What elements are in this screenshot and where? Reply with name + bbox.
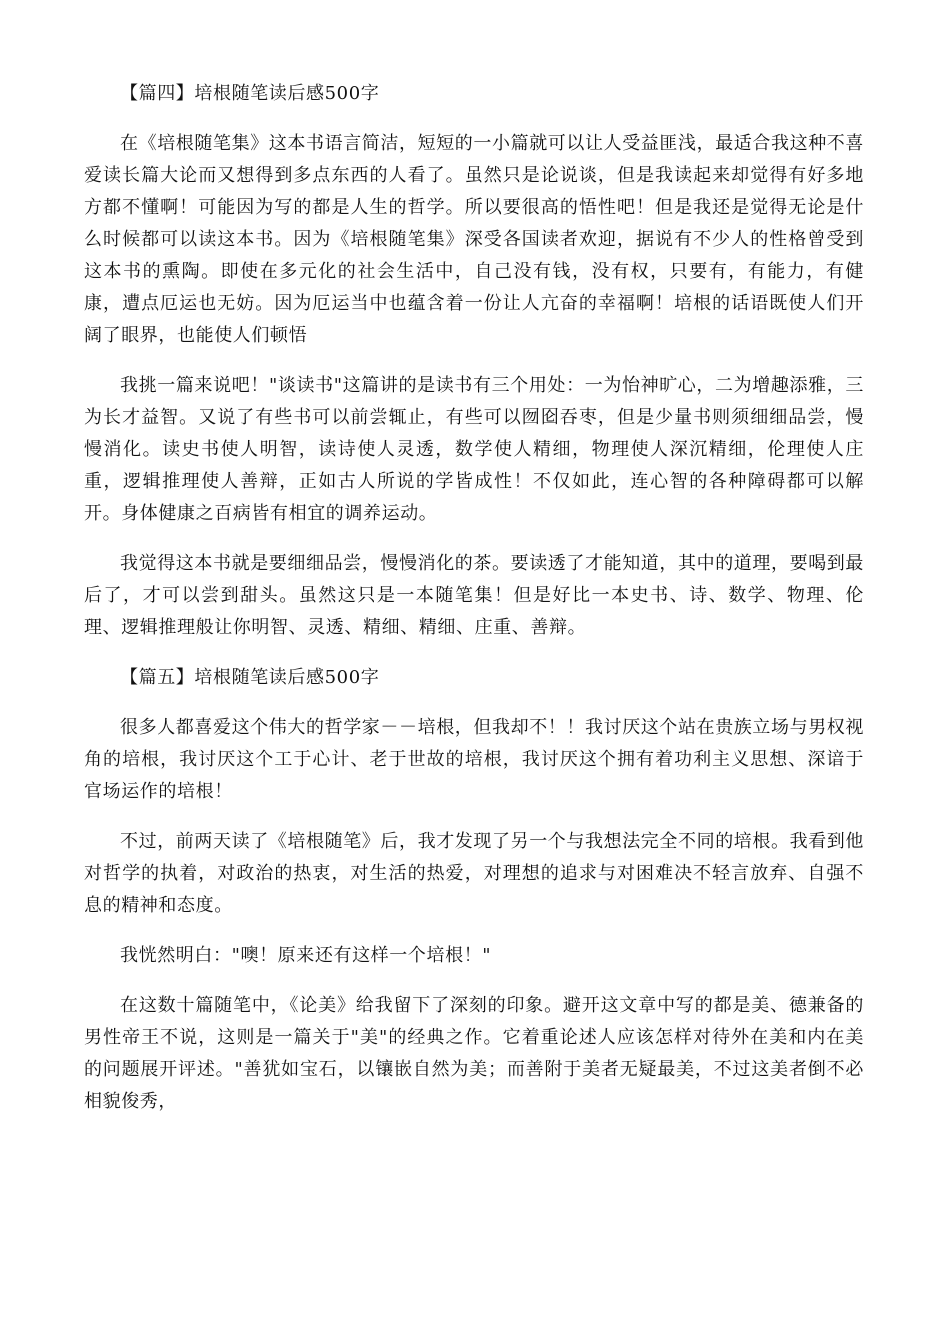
paragraph: 我挑一篇来说吧！"谈读书"这篇讲的是读书有三个用处：一为怡神旷心，二为增趣添雅，三为长才益智。又说了有些书可以前尝辄止，有些可以囫囵吞枣，但是少量书则须细细品尝，慢慢消化。读史书使人明智，读诗使人灵透，数学使人精细，物理使人深沉精细，伦理使人庄重，逻辑推理使人善辩，正如古人所说的学皆成性！不仅如此，连心智的各种障碍都可以解开。身体健康之百病皆有相宜的调养运动。: [84, 375, 864, 524]
document-page: [84, 78, 864, 1136]
section-heading: 【篇四】培根随笔读后感500字: [120, 83, 380, 104]
section-5: [84, 662, 864, 1118]
paragraph: 很多人都喜爱这个伟大的哲学家－－培根，但我却不！！我讨厌这个站在贵族立场与男权视角的培根，我讨厌这个工于心计、老于世故的培根，我讨厌这个拥有着功利主义思想、深谙于官场运作的培根！: [84, 717, 864, 802]
section-4: [84, 78, 864, 644]
paragraph: 在《培根随笔集》这本书语言简洁，短短的一小篇就可以让人受益匪浅，最适合我这种不喜爱读长篇大论而又想得到多点东西的人看了。虽然只是论说谈，但是我读起来却觉得有好多地方都不懂啊！可能因为写的都是人生的哲学。所以要很高的悟性吧！但是我还是觉得无论是什么时候都可以读这本书。因为《培根随笔集》深受各国读者欢迎，据说有不少人的性格曾受到这本书的熏陶。即使在多元化的社会生活中，自己没有钱，没有权，只要有，有能力，有健康，遭点厄运也无妨。因为厄运当中也蕴含着一份让人亢奋的幸福啊！培根的话语既使人们开阔了眼界，也能使人们顿悟: [84, 133, 864, 346]
paragraph: 我恍然明白："噢！原来还有这样一个培根！": [120, 945, 492, 966]
paragraph: 在这数十篇随笔中，《论美》给我留下了深刻的印象。避开这文章中写的都是美、德兼备的男性帝王不说，这则是一篇关于"美"的经典之作。它着重论述人应该怎样对待外在美和内在美的问题展开评述。"善犹如宝石，以镶嵌自然为美；而善附于美者无疑最美，不过这美者倒不必相貌俊秀，: [84, 995, 864, 1112]
paragraph: 我觉得这本书就是要细细品尝，慢慢消化的茶。要读透了才能知道，其中的道理，要喝到最后了，才可以尝到甜头。虽然这只是一本随笔集！但是好比一本史书、诗、数学、物理、伦理、逻辑推理般让你明智、灵透、精细、精细、庄重、善辩。: [84, 553, 864, 638]
paragraph: 不过，前两天读了《培根随笔》后，我才发现了另一个与我想法完全不同的培根。我看到他对哲学的执着，对政治的热衷，对生活的热爱，对理想的追求与对困难决不轻言放弃、自强不息的精神和态度。: [84, 831, 864, 916]
section-heading: 【篇五】培根随笔读后感500字: [120, 667, 380, 688]
